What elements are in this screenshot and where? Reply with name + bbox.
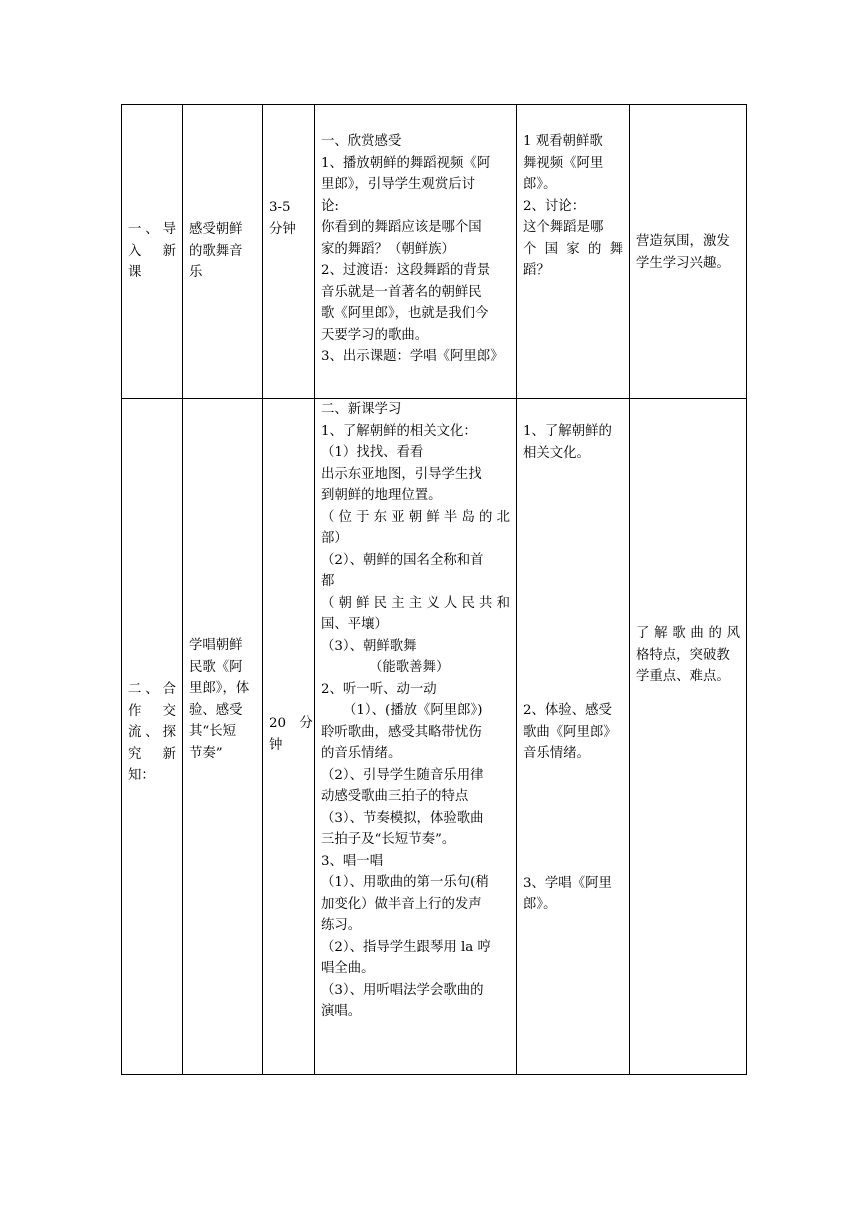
- stage-line: 入 新: [128, 243, 176, 259]
- lesson-plan-table: [121, 104, 747, 1075]
- stage-line: 知：: [128, 768, 155, 783]
- teacher-line: （3）、朝鲜歌舞: [321, 638, 417, 654]
- student-activity-cell: [517, 105, 630, 399]
- stage-line: 究 新: [128, 746, 176, 762]
- teacher-line: （朝鲜民主主义人民共和: [321, 595, 510, 611]
- time-line: 分钟: [269, 221, 296, 237]
- student-block-3: [523, 873, 623, 916]
- stage-line: 一、导: [128, 222, 176, 237]
- teacher-activity-cell: [315, 399, 517, 1075]
- teacher-line: （3）、用听唱法学会歌曲的: [321, 982, 484, 998]
- topic-cell: [183, 105, 263, 399]
- teacher-line: 聆听歌曲，感受其略带忧伤: [321, 724, 482, 740]
- teacher-line: 2、听一听、动一动: [321, 681, 437, 697]
- student-line: 郎》。: [523, 897, 557, 912]
- student-line: 音乐情绪。: [523, 746, 590, 761]
- topic-line: 感受朝鲜: [189, 222, 243, 237]
- student-line: 1 观看朝鲜歌: [523, 134, 603, 149]
- design-intent-cell: [630, 399, 747, 1075]
- teacher-line: 三拍子及“长短节奏”。: [321, 832, 456, 847]
- stage-line: 课: [128, 265, 142, 280]
- topic-line: 乐: [189, 265, 203, 280]
- time-line: 钟: [269, 737, 283, 753]
- teacher-line: 唱全曲。: [321, 961, 375, 976]
- topic-line: 里郎》，体: [189, 681, 250, 696]
- topic-cell: [183, 399, 263, 1075]
- teacher-line: 论:: [321, 198, 339, 214]
- teacher-line: （2）、引导学生随音乐用律: [321, 767, 484, 783]
- teacher-line: 练习。: [321, 918, 362, 933]
- student-line: 歌曲《阿里郎》: [523, 724, 617, 740]
- table-row-new-lesson: [122, 399, 747, 1075]
- teacher-line: 一、欣赏感受: [321, 134, 402, 149]
- teacher-line: 演唱。: [321, 1004, 362, 1019]
- teacher-line: 加变化）做半音上行的发声: [321, 896, 482, 912]
- student-line: 2、体验、感受: [523, 703, 612, 718]
- time-line: 3-5: [269, 200, 291, 215]
- topic-line: 民歌《阿: [189, 659, 243, 675]
- stage-cell: [122, 399, 183, 1075]
- teacher-line: 你看到的舞蹈应该是哪个国: [321, 220, 482, 235]
- teacher-line: （位于东亚朝鲜半岛的北: [321, 509, 510, 525]
- table-row-intro: [122, 105, 747, 399]
- teacher-line: （3）、节奏模拟，体验歌曲: [321, 810, 484, 826]
- teacher-activity-cell: [315, 105, 517, 399]
- time-line: 20 分: [269, 716, 313, 731]
- student-line: 郎》。: [523, 177, 557, 192]
- stage-line: 作 交: [128, 703, 176, 719]
- teacher-line: （1）、用歌曲的第一乐句(稍: [321, 875, 489, 890]
- teacher-line: （1）、(播放《阿里郎》): [343, 703, 483, 718]
- teacher-line: 歌《阿里郎》，也就是我们今: [321, 306, 489, 321]
- teacher-line: 家的舞蹈？（朝鲜族）: [321, 241, 455, 257]
- teacher-line: （2）、指导学生跟琴用 la 哼: [321, 939, 491, 955]
- student-line: 3、学唱《阿里: [523, 875, 612, 891]
- student-line: 相关文化。: [523, 445, 590, 461]
- design-intent-cell: [630, 105, 747, 399]
- teacher-line: 动感受歌曲三拍子的特点: [321, 789, 469, 804]
- student-line: 舞视频《阿里: [523, 155, 604, 171]
- teacher-line: 1、播放朝鲜的舞蹈视频《阿: [321, 155, 491, 171]
- teacher-line: （1）找找、看看: [321, 445, 424, 460]
- topic-line: 的歌舞音: [189, 243, 243, 259]
- teacher-line: （能歌善舞）: [369, 660, 450, 675]
- student-block-2: [523, 700, 623, 765]
- teacher-line: 天要学习的歌曲。: [321, 327, 429, 343]
- teacher-line: 出示东亚地图，引导学生找: [321, 466, 482, 482]
- student-activity-cell: [517, 399, 630, 1075]
- intent-line: 营造氛围，激发: [636, 234, 730, 249]
- teacher-line: 2、过渡语：这段舞蹈的背景: [321, 263, 491, 278]
- stage-cell: [122, 105, 183, 399]
- topic-line: 其“长短: [189, 724, 237, 739]
- teacher-line: 3、唱一唱: [321, 853, 384, 869]
- teacher-line: 里郎》，引导学生观赏后讨: [321, 177, 475, 192]
- intent-line: 格特点，突破教: [636, 647, 730, 663]
- student-line: 蹈？: [523, 263, 550, 278]
- stage-line: 流、探: [128, 725, 176, 740]
- topic-line: 节奏”: [189, 745, 223, 761]
- intent-line: 学生学习兴趣。: [636, 255, 730, 271]
- teacher-line: 1、了解朝鲜的相关文化：: [321, 423, 477, 439]
- student-line: 个国家的舞: [523, 241, 623, 257]
- stage-line: 二、合: [128, 682, 176, 697]
- student-line: 2、讨论：: [523, 198, 586, 214]
- student-line: 这个舞蹈是哪: [523, 220, 604, 235]
- topic-line: 学唱朝鲜: [189, 638, 243, 653]
- teacher-line: 国、平壤）: [321, 617, 388, 632]
- teacher-line: 部）: [321, 531, 348, 546]
- intent-line: 了解歌曲的风: [636, 626, 740, 641]
- teacher-line: 都: [321, 574, 335, 589]
- teacher-line: 的音乐情绪。: [321, 746, 402, 761]
- teacher-line: 音乐就是一首著名的朝鲜民: [321, 284, 482, 300]
- topic-line: 验、感受: [189, 702, 243, 718]
- teacher-line: 3、出示课题：学唱《阿里郎》: [321, 349, 504, 364]
- teacher-line: 二、新课学习: [321, 402, 402, 417]
- time-cell: [263, 105, 315, 399]
- student-line: 1、了解朝鲜的: [523, 424, 612, 439]
- intent-line: 学重点、难点。: [636, 669, 730, 684]
- student-block-1: [523, 421, 623, 464]
- teacher-line: 到朝鲜的地理位置。: [321, 488, 442, 503]
- teacher-line: （2）、朝鲜的国名全称和首: [321, 552, 484, 568]
- time-cell: [263, 399, 315, 1075]
